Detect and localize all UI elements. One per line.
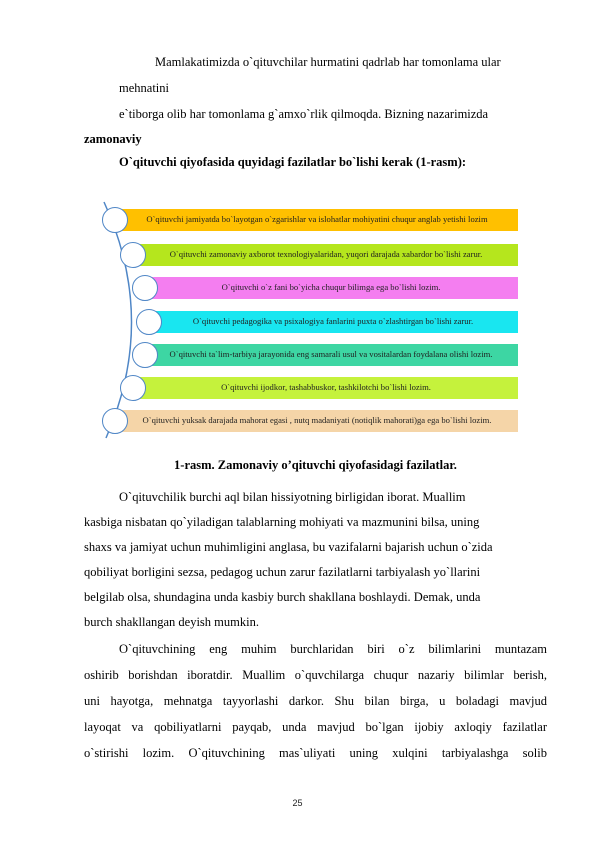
diagram-item-1	[116, 209, 518, 231]
diagram-item-2	[134, 244, 518, 266]
diagram-item-6	[134, 377, 518, 399]
diagram-bullet-4	[136, 309, 162, 335]
diagram-item-3-text: O`qituvchi o`z fani bo`yicha chuqur bilimga ega bo`lishi lozim.	[221, 282, 441, 293]
paragraph2-line6: burch shakllangan deyish mumkin.	[84, 615, 259, 629]
diagram-item-4	[148, 311, 518, 333]
diagram-item-7	[116, 410, 518, 432]
paragraph3-line5: o`stirishi lozim. O`qituvchining mas`uliyati uning xulqini tarbiyalashga solib	[84, 746, 547, 760]
diagram-bullet-6	[120, 375, 146, 401]
diagram-bullet-3	[132, 275, 158, 301]
diagram-bullet-7	[102, 408, 128, 434]
diagram-item-5-text: O`qituvchi ta`lim-tarbiya jarayonida eng samarali usul va vositalardan foydalana olishi lozim.	[169, 349, 493, 360]
paragraph2-line2: kasbiga nisbatan qo`yiladigan talablarning mohiyati va mazmunini bilsa, uning	[84, 515, 480, 529]
diagram-item-2-text: O`qituvchi zamonaviy axborot texnologiyalaridan, yuqori darajada xabardor bo`lishi zarur.	[169, 249, 483, 260]
diagram-item-7-text: O`qituvchi yuksak darajada mahorat egasi , nutq madaniyati (notiqlik mahorati)ga ega bo`lishi lozim.	[142, 415, 492, 426]
paragraph3-line4: layoqat va qobiliyatlarni payqab, unda mavjud bo`lgan ijobiy axloqiy fazilatlar	[84, 720, 547, 734]
diagram-item-1-text: O`qituvchi jamiyatda bo`layotgan o`zgarishlar va islohatlar mohiyatini chuqur anglab yetishi lozim	[146, 214, 488, 225]
paragraph2-line3: shaxs va jamiyat uchun muhimligini anglasa, bu vazifalarni bajarish uchun o`zida	[84, 540, 493, 554]
paragraph2-line1: O`qituvchilik burchi aql bilan hissiyotning birligidan iborat. Muallim	[119, 490, 466, 504]
paragraph1-line1: Mamlakatimizda o`qituvchilar hurmatini qadrlab har tomonlama ular	[155, 55, 501, 69]
paragraph3-line3: uni hayotga, mehnatga tayyorlashi darkor. Shu bilan birga, u boladagi mavjud	[84, 694, 547, 708]
paragraph1-line3: e`tiborga olib har tomonlama g`amxo`rlik qilmoqda. Bizning nazarimizda	[119, 107, 489, 121]
paragraph2-line5: belgilab olsa, shundagina unda kasbiy burch shakllana boshlaydi. Demak, unda	[84, 590, 481, 604]
figure-caption: 1-rasm. Zamonaviy o’qituvchi qiyofasidagi fazilatlar.	[174, 458, 457, 472]
diagram-bullet-1	[102, 207, 128, 233]
paragraph3-line1: O`qituvchining eng muhim burchlaridan biri o`z bilimlarini muntazam	[119, 642, 547, 656]
qualities-diagram	[96, 200, 524, 440]
diagram-item-5	[144, 344, 518, 366]
diagram-item-3	[144, 277, 518, 299]
paragraph1-line4: zamonaviy	[84, 132, 142, 146]
page-number: 25	[292, 798, 303, 808]
diagram-bullet-5	[132, 342, 158, 368]
paragraph1-line5: O`qituvchi qiyofasida quyidagi fazilatlar bo`lishi kerak (1-rasm):	[119, 155, 467, 169]
diagram-item-6-text: O`qituvchi ijodkor, tashabbuskor, tashkilotchi bo`lishi lozim.	[221, 382, 431, 393]
paragraph2-line4: qobiliyat borligini sezsa, pedagog uchun zarur fazilatlarni tarbiyalash yo`llarini	[84, 565, 481, 579]
diagram-item-4-text: O`qituvchi pedagogika va psixalogiya fanlarini puxta o`zlashtirgan bo`lishi zarur.	[192, 316, 474, 327]
paragraph3-line2: oshirib borishdan iboratdir. Muallim o`quvchilarga chuqur nazariy bilimlar berish,	[84, 668, 547, 682]
paragraph1-line2: mehnatini	[119, 81, 169, 95]
diagram-bullet-2	[120, 242, 146, 268]
